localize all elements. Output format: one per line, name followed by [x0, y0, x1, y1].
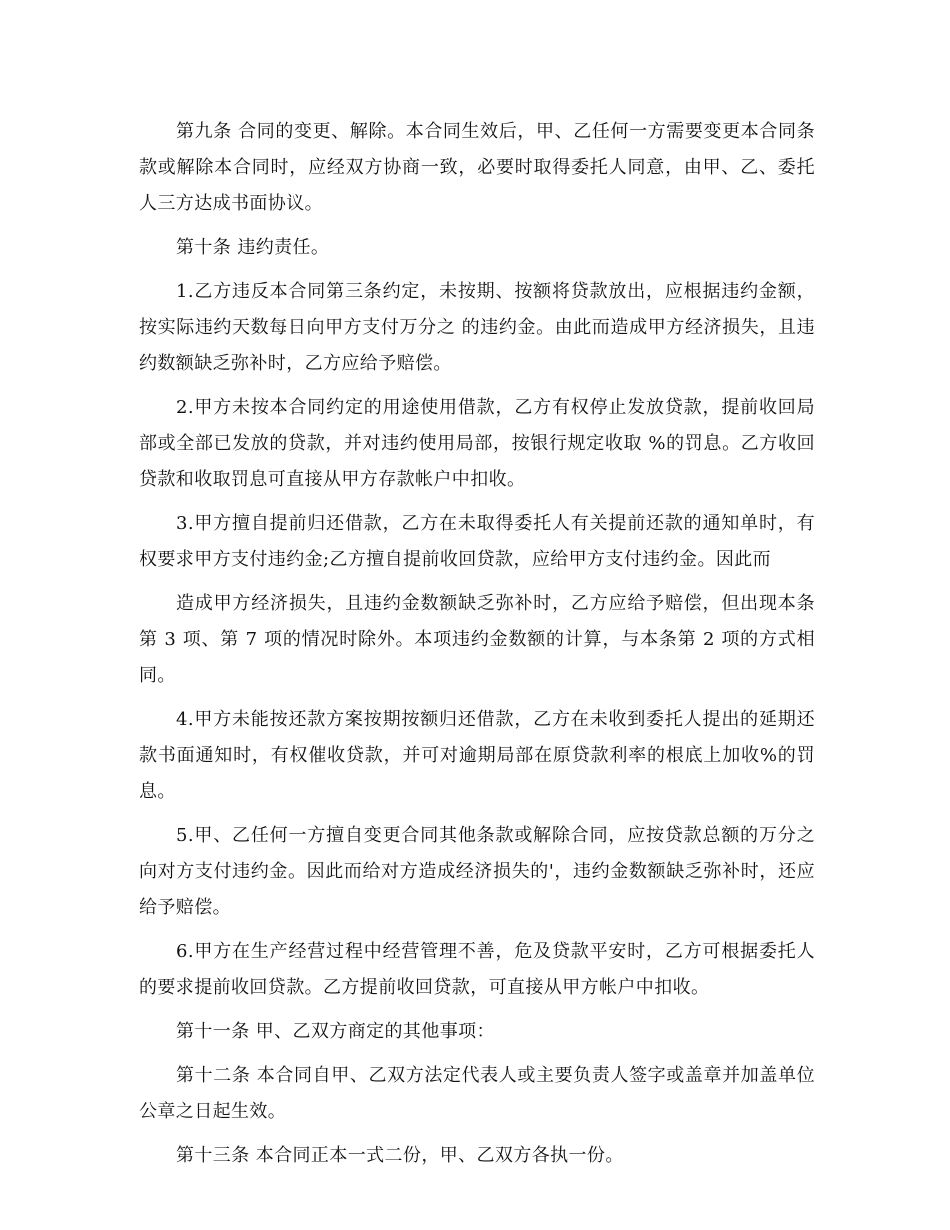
clause-10-item-3: 3.甲方擅自提前归还借款，乙方在未取得委托人有关提前还款的通知单时，有权要求甲方支付违约金;乙方擅自提前收回贷款，应给甲方支付违约金。因此而 — [139, 513, 815, 570]
clause-10-item-6: 6.甲方在生产经营过程中经营管理不善，危及贷款平安时，乙方可根据委托人的要求提前收回贷款。乙方提前收回贷款，可直接从甲方帐户中扣收。 — [139, 941, 815, 998]
clause-10-item-3-continued: 造成甲方经济损失，且违约金数额缺乏弥补时，乙方应给予赔偿，但出现本条第 3 项、第 7 项的情况时除外。本项违约金数额的计算，与本条第 2 项的方式相同。 — [139, 593, 815, 686]
clause-10-heading: 第十条 违约责任。 — [176, 237, 330, 258]
clause-10-item-1: 1.乙方违反本合同第三条约定，未按期、按额将贷款放出，应根据违约金额，按实际违约天数每日向甲方支付万分之 的违约金。由此而造成甲方经济损失，且违约数额缺乏弥补时，乙方应给予赔偿。 — [139, 281, 815, 374]
clause-10-item-2: 2.甲方未按本合同约定的用途使用借款，乙方有权停止发放贷款，提前收回局部或全部已发放的贷款，并对违约使用局部，按银行规定收取 %的罚息。乙方收回贷款和收取罚息可直接从甲方存款帐户中扣收。 — [139, 397, 815, 490]
clause-11-paragraph: 第十一条 甲、乙双方商定的其他事项： — [176, 1021, 495, 1042]
document-body — [139, 114, 815, 1182]
clause-10-item-5: 5.甲、乙任何一方擅自变更合同其他条款或解除合同，应按贷款总额的万分之向对方支付违约金。因此而给对方造成经济损失的'，违约金数额缺乏弥补时，还应给予赔偿。 — [139, 825, 815, 918]
clause-10-item-4: 4.甲方未能按还款方案按期按额归还借款，乙方在未收到委托人提出的延期还款书面通知时，有权催收贷款，并可对逾期局部在原贷款利率的根底上加收%的罚息。 — [139, 709, 815, 802]
clause-12-paragraph: 第十二条 本合同自甲、乙双方法定代表人或主要负责人签字或盖章并加盖单位公章之日起生效。 — [139, 1065, 815, 1122]
clause-13-paragraph: 第十三条 本合同正本一式二份，甲、乙双方各执一份。 — [176, 1145, 624, 1166]
clause-9-paragraph: 第九条 合同的变更、解除。本合同生效后，甲、乙任何一方需要变更本合同条款或解除本合同时，应经双方协商一致，必要时取得委托人同意，由甲、乙、委托人三方达成书面协议。 — [139, 121, 815, 214]
